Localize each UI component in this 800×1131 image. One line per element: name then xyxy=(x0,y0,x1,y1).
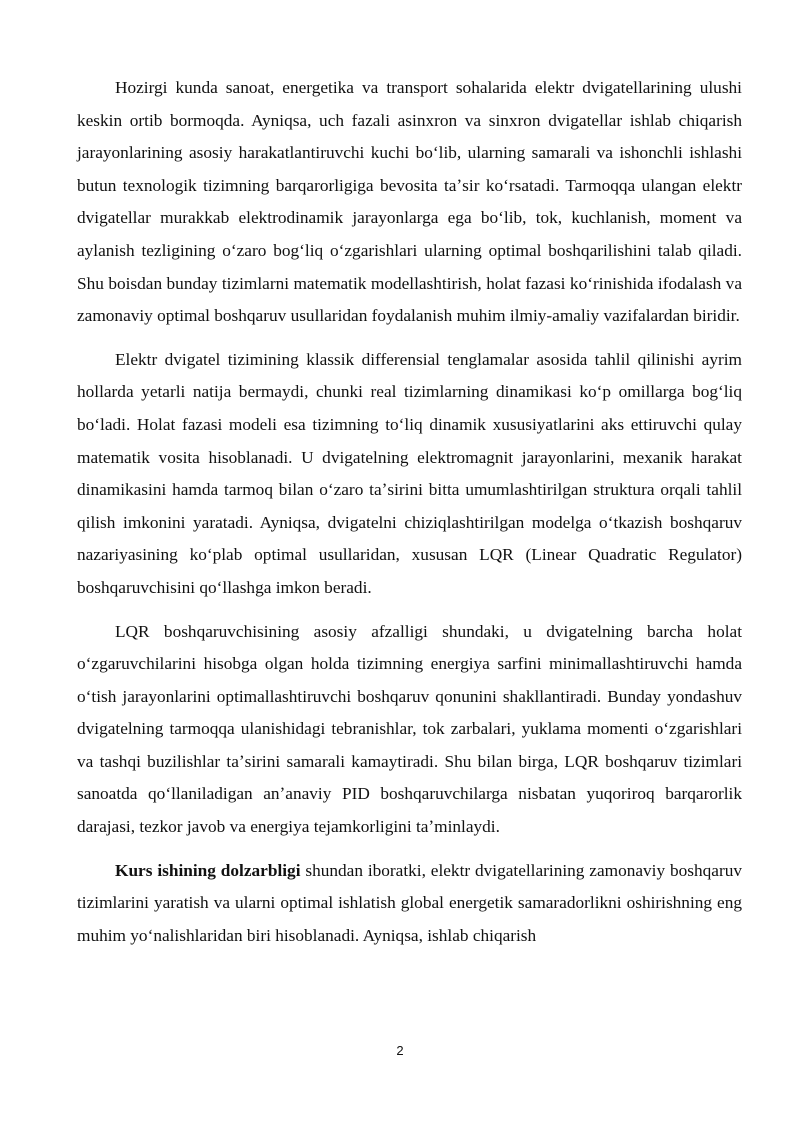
paragraph-state-space: Elektr dvigatel tizimining klassik differensial tenglamalar asosida tahlil qilinishi ayrim hollarda yetarli natija bermaydi, chunki real tizimlarning dinamikasi koʻp omillarga bogʻliq boʻladi. Holat fazasi modeli esa tizimning toʻliq dinamik xususiyatlarini aks ettiruvchi qulay matematik vosita hisoblanadi. U dvigatelning elektromagnit jarayonlarini, mexanik harakat dinamikasini hamda tarmoq bilan oʻzaro taʼsirini bitta umumlashtirilgan struktura orqali tahlil qilish imkonini yaratadi. Ayniqsa, dvigatelni chiziqlashtirilgan modelga oʻtkazish boshqaruv nazariyasining koʻplab optimal usullaridan, xususan LQR (Linear Quadratic Regulator) boshqaruvchisini qoʻllashga imkon beradi. xyxy=(77,349,742,597)
document-body xyxy=(77,72,742,952)
paragraph-intro: Hozirgi kunda sanoat, energetika va transport sohalarida elektr dvigatellarining ulushi keskin ortib bormoqda. Ayniqsa, uch fazali asinxron va sinxron dvigatellar ishlab chiqarish jarayonlarining asosiy harakatlantiruvchi kuchi boʻlib, ularning samarali va ishonchli ishlashi butun texnologik tizimning barqarorligiga bevosita taʼsir koʻrsatadi. Tarmoqqa ulangan elektr dvigatellar murakkab elektrodinamik jarayonlarga ega boʻlib, tok, kuchlanish, moment va aylanish tezligining oʻzaro bogʻliq oʻzgarishlari ularning optimal boshqarilishini talab qiladi. Shu boisdan bunday tizimlarni matematik modellashtirish, holat fazasi koʻrinishida ifodalash va zamonaviy optimal boshqaruv usullaridan foydalanish muhim ilmiy-amaliy vazifalardan biridir. xyxy=(77,78,742,326)
paragraph-lqr-advantages: LQR boshqaruvchisining asosiy afzalligi shundaki, u dvigatelning barcha holat oʻzgaruvchilarini hisobga olgan holda tizimning energiya sarfini minimallashtiruvchi hamda oʻtish jarayonlarini optimallashtiruvchi boshqaruv qonunini shakllantiradi. Bunday yondashuv dvigatelning tarmoqqa ulanishidagi tebranishlar, tok zarbalari, yuklama momenti oʻzgarishlari va tashqi buzilishlar taʼsirini samarali kamaytiradi. Shu bilan birga, LQR boshqaruv tizimlari sanoatda qoʻllaniladigan anʼanaviy PID boshqaruvchilarga nisbatan yuqoriroq barqarorlik darajasi, tezkor javob va energiya tejamkorligini taʼminlaydi. xyxy=(77,621,742,837)
relevance-text: shundan iboratki, elektr dvigatellarining zamonaviy boshqaruv tizimlarini yaratish va ularni optimal ishlatish global energetik samaradorlikni oshirishning eng muhim yoʻnalishlaridan biri hisoblanadi. Ayniqsa, ishlab chiqarish xyxy=(77,860,742,945)
relevance-heading-inline: Kurs ishining dolzarbligi xyxy=(115,860,301,880)
page-number: 2 xyxy=(396,1043,404,1058)
paragraph-relevance xyxy=(77,855,742,953)
